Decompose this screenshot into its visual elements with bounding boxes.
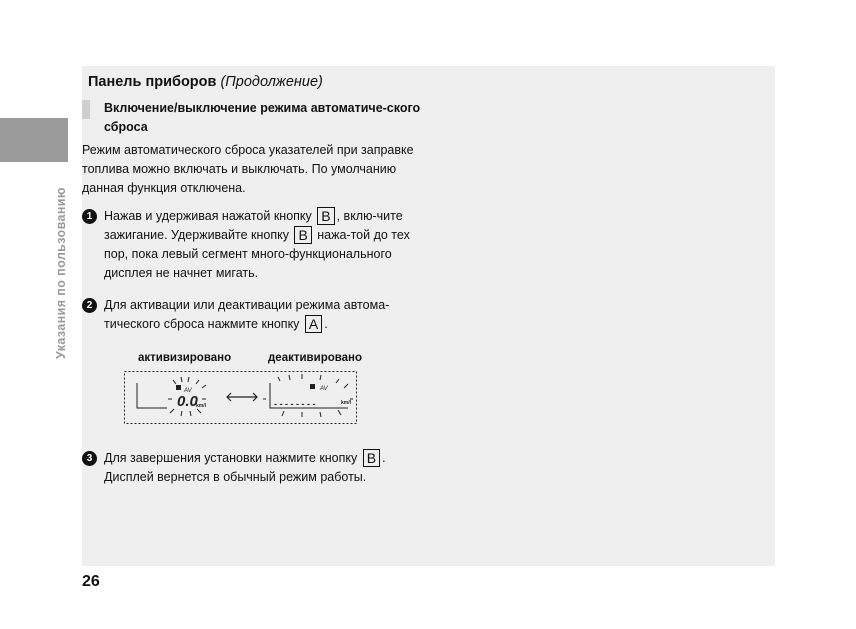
label-activated: активизировано — [138, 352, 232, 364]
inactive-dashes: - - - - - - - - — [274, 399, 316, 409]
step-1: 1 Нажав и удерживая нажатой кнопку B , вклю-чите зажигание. Удерживайте кнопку B нажа-той до тех пор, пока левый сегмент много-функционального дисплея не начнет мигать. — [82, 207, 422, 283]
double-arrow-icon — [227, 393, 257, 401]
indicator-icon — [176, 385, 181, 390]
intro-paragraph: Режим автоматического сброса указателей при заправке топлива можно включать и выключать. По умолчанию данная функция отключена. — [82, 143, 414, 195]
av-text: AV — [184, 388, 192, 394]
unit-text: km/l — [196, 403, 207, 409]
subheading-marker — [82, 100, 90, 119]
button-a-symbol: A — [305, 315, 322, 333]
page-number: 26 — [82, 573, 100, 590]
button-b-symbol: B — [317, 207, 334, 225]
button-b-symbol: B — [294, 226, 311, 244]
display-deactivated — [263, 374, 353, 417]
section-label: Указания по пользованию — [54, 187, 68, 359]
step-2: 2 Для активации или деактивации режима автома-тического сброса нажмите кнопку A . — [82, 296, 422, 334]
indicator-icon — [310, 384, 315, 389]
title-continued: (Продолжение) — [220, 74, 323, 90]
page-title: Панель приборов (Продолжение) — [88, 74, 323, 90]
step-number: 3 — [82, 451, 97, 466]
av-text: AV — [320, 386, 328, 392]
subheading: Включение/выключение режима автоматиче-ского сброса — [104, 101, 421, 134]
button-b-symbol: B — [363, 449, 380, 467]
label-deactivated: деактивировано — [268, 352, 363, 364]
step-number: 1 — [82, 209, 97, 224]
display-diagram — [124, 371, 357, 424]
section-tab-marker — [0, 118, 68, 162]
unit-text: km/l — [341, 400, 352, 406]
active-digits: 0.0 — [177, 393, 198, 410]
step-3: 3 Для завершения установки нажмите кнопку B . Дисплей вернется в обычный режим работы. — [82, 449, 422, 487]
step-number: 2 — [82, 298, 97, 313]
